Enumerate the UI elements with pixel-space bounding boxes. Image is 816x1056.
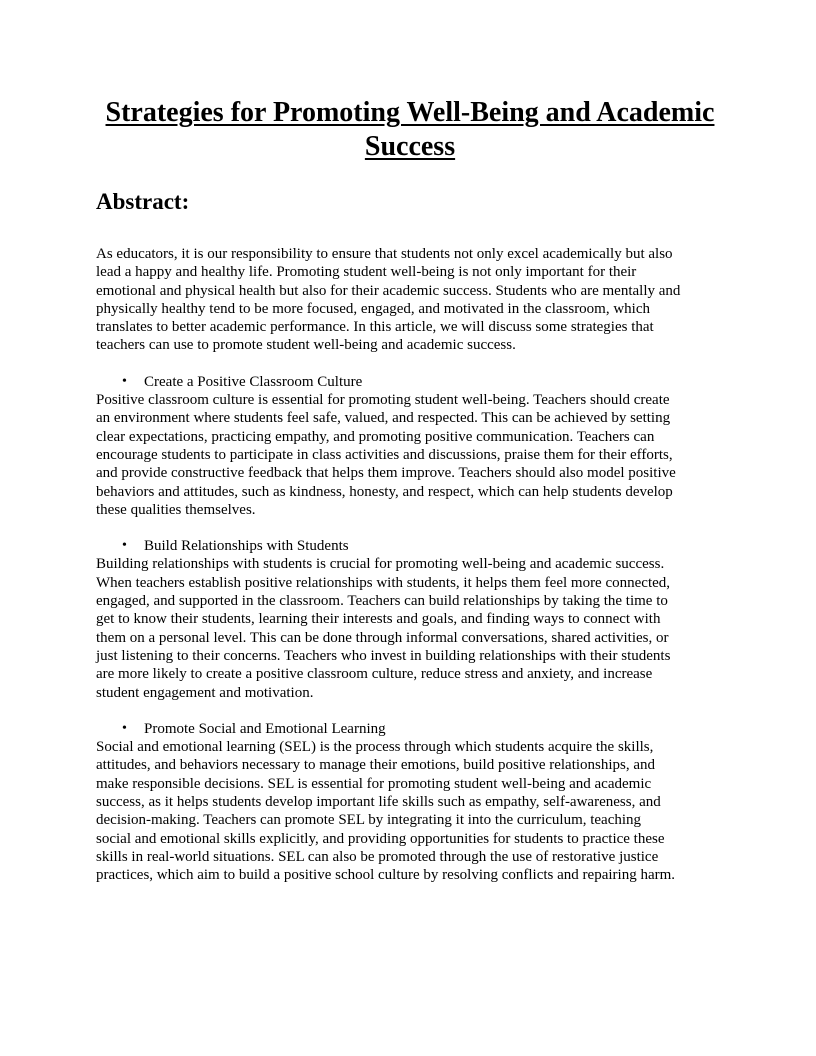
bullet-icon: • [122,538,127,554]
bullet-text: Build Relationships with Students [144,538,349,555]
bullet-icon: • [122,373,127,389]
abstract-paragraph: As educators, it is our responsibility to ensure that students not only excel academically but also lead a happy and healthy life. Promoting student well-being is not only important for their emotional and physical health but also for their academic success. Students who are mentally and physically healthy tend to be more focused, engaged, and motivated in the classroom, which translates to better academic performance. In this article, we will discuss some strategies that teachers can use to promote student well-being and academic success. [96,246,681,354]
section-positive-culture [96,373,724,519]
bullet-icon: • [122,720,127,736]
bullet-item [96,373,724,391]
section-paragraph: Positive classroom culture is essential for promoting student well-being. Teachers should create an environment where students feel safe, valued, and respected. This can be achieved by setting clear expectations, practicing empathy, and promoting positive communication. Teachers can encourage students to participate in class activities and discussions, praise them for their efforts, and provide constructive feedback that helps them improve. Teachers should also model positive behaviors and attitudes, such as kindness, honesty, and respect, which can help students develop these qualities themselves. [96,392,676,518]
document-page [96,96,724,885]
section-social-emotional-learning [96,720,724,885]
bullet-text: Promote Social and Emotional Learning [144,720,386,737]
bullet-text: Create a Positive Classroom Culture [144,373,363,390]
abstract-heading: Abstract: [96,189,190,214]
bullet-item [96,537,724,555]
document-title: Strategies for Promoting Well-Being and Academic Success [105,97,715,162]
section-paragraph: Building relationships with students is crucial for promoting well-being and academic success. When teachers establish positive relationships with students, it helps them feel more connected, engaged, and supported in the classroom. Teachers can build relationships by taking the time to get to know their students, learning their interests and goals, and finding ways to connect with them on a personal level. This can be done through informal conversations, shared activities, or just listening to their concerns. Teachers who invest in building relationships with their students are more likely to create a positive classroom culture, reduce stress and anxiety, and increase student engagement and motivation. [96,556,671,701]
section-build-relationships [96,537,724,702]
section-paragraph: Social and emotional learning (SEL) is the process through which students acquire the skills, attitudes, and behaviors necessary to manage their emotions, build positive relationships, and make responsible decisions. SEL is essential for promoting student well-being and academic success, as it helps students develop important life skills such as empathy, self-awareness, and decision-making. Teachers can promote SEL by integrating it into the curriculum, teaching social and emotional skills explicitly, and providing opportunities for students to practice these skills in real-world situations. SEL can also be promoted through the use of restorative justice practices, which aim to build a positive school culture by resolving conflicts and repairing harm. [96,739,676,884]
bullet-item [96,720,724,738]
